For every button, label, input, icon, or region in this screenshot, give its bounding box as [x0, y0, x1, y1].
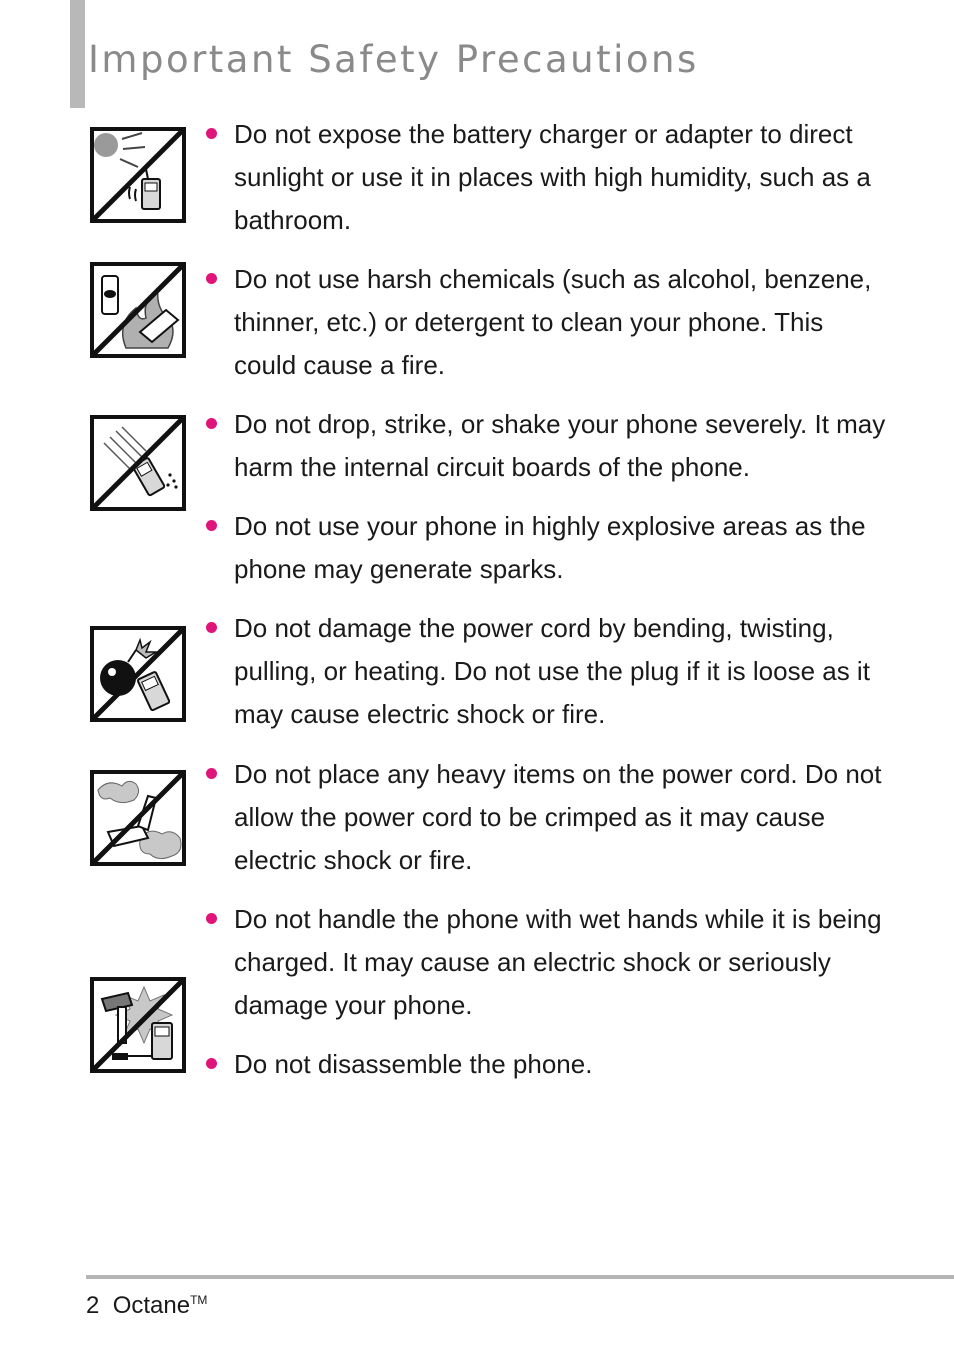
no-explosive-areas-icon: [90, 626, 186, 722]
item-text: Do not place any heavy items on the power cord. Do not allow the power cord to be crimped as it may cause electric shock or fire.: [234, 759, 882, 875]
page-footer: [86, 1292, 207, 1320]
list-item: [206, 258, 886, 387]
bullet-dot: [206, 418, 217, 429]
item-text: Do not damage the power cord by bending, twisting, pulling, or heating. Do not use the plug if it is loose as it may cause electric shock or fire.: [234, 613, 870, 729]
product-name: Octane: [112, 1292, 191, 1319]
bullet-dot: [206, 128, 217, 139]
bullet-dot: [206, 273, 217, 284]
footer-rule: [86, 1275, 954, 1279]
list-item: [206, 753, 886, 882]
no-sunlight-icon: [90, 127, 186, 223]
item-text: Do not drop, strike, or shake your phone severely. It may harm the internal circuit boards of the phone.: [234, 409, 886, 482]
bullet-dot: [206, 622, 217, 633]
list-item: [206, 898, 886, 1027]
item-text: Do not use harsh chemicals (such as alcohol, benzene, thinner, etc.) or detergent to clean your phone. This could cause a fire.: [234, 264, 872, 380]
page-number: 2: [86, 1292, 100, 1319]
list-item: [206, 113, 886, 242]
no-disassemble-icon: [90, 977, 186, 1073]
list-item: [206, 403, 886, 489]
list-item: [206, 505, 886, 591]
bullet-dot: [206, 1058, 217, 1069]
no-drop-icon: [90, 415, 186, 511]
list-item: [206, 1043, 886, 1086]
trademark-mark: TM: [190, 1293, 208, 1307]
no-chemicals-fire-icon: [90, 262, 186, 358]
list-item: [206, 607, 886, 736]
page-title: Important Safety Precautions: [88, 38, 699, 81]
item-text: Do not expose the battery charger or adapter to direct sunlight or use it in places with high humidity, such as a bathroom.: [234, 119, 871, 235]
item-text: Do not use your phone in highly explosive areas as the phone may generate sparks.: [234, 511, 866, 584]
no-crimped-cord-icon: [90, 770, 186, 866]
bullet-dot: [206, 520, 217, 531]
title-accent-bar: [70, 0, 85, 108]
bullet-dot: [206, 913, 217, 924]
item-text: Do not handle the phone with wet hands while it is being charged. It may cause an electric shock or seriously damage your phone.: [234, 904, 882, 1020]
item-text: Do not disassemble the phone.: [234, 1049, 593, 1079]
bullet-dot: [206, 768, 217, 779]
